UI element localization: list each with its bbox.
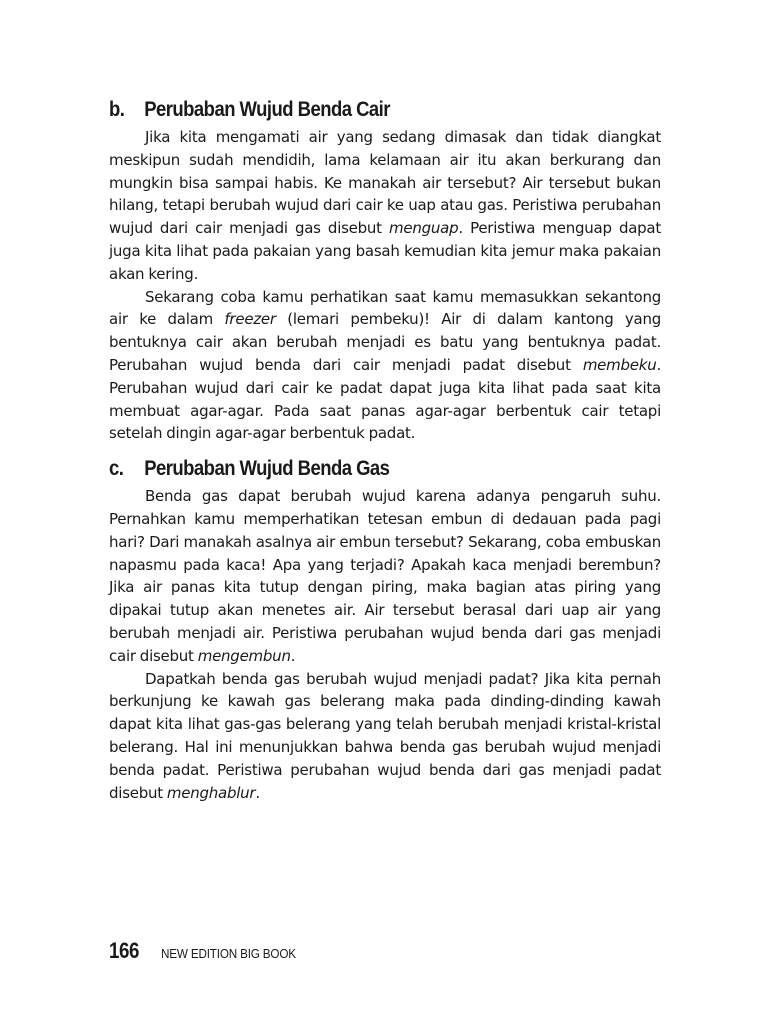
section-title: Perubaban Wujud Benda Gas	[144, 457, 390, 481]
section-letter: c.	[109, 457, 124, 481]
page-number: 166	[109, 938, 139, 963]
paragraph-text: Jika kita mengamati air yang sedang dimasak dan tidak diangkat meskipun sudah mendidih, lama kelamaan air itu akan berkurang dan mungkin bisa sampai habis. Ke manakah air tersebut? Air tersebut bukan hilang, tetapi berubah wujud dari cair ke uap atau gas. Peristiwa perubahan wujud dari cair menjadi gas disebut	[109, 128, 661, 238]
italic-term: freezer	[224, 310, 276, 329]
paragraph	[109, 485, 661, 667]
italic-term: menguap	[389, 219, 459, 238]
paragraph-text: .	[255, 783, 260, 802]
section-heading-c	[109, 455, 595, 483]
paragraph	[109, 668, 661, 805]
paragraph	[109, 286, 661, 446]
paragraph-text: Sekarang coba kamu perhatikan saat kamu memasukkan sekantong air ke dalam	[109, 287, 661, 329]
section-spacer	[109, 445, 661, 455]
italic-term: membeku	[582, 355, 657, 374]
paragraph-text: . Peristiwa menguap dapat juga kita lihat pada pakaian yang basah kemudian kita jemur maka pakaian akan kering.	[109, 219, 661, 283]
paragraph-text: Dapatkah benda gas berubah wujud menjadi padat? Jika kita pernah berkunjung ke kawah gas belerang maka pada dinding-dinding kawah dapat kita lihat gas-gas belerang yang telah berubah menjadi kristal-kristal belerang. Hal ini menunjukkan bahwa benda gas berubah wujud menjadi benda padat. Peristiwa perubahan wujud benda dari gas menjadi padat disebut	[109, 669, 661, 802]
paragraph-text: Benda gas dapat berubah wujud karena adanya pengaruh suhu. Pernahkan kamu memperhatikan tetesan embun di dedauan pada pagi hari? Dari manakah asalnya air embun tersebut? Sekarang, coba embuskan napasmu pada kaca! Apa yang terjadi? Apakah kaca menjadi berembun? Jika air panas kita tutup dengan piring, maka bagian atas piring yang dipakai tutup akan menetes air. Air tersebut berasal dari uap air yang berubah menjadi air. Peristiwa perubahan wujud benda dari gas menjadi cair disebut	[109, 487, 661, 665]
paragraph	[109, 126, 661, 286]
italic-term: mengembun	[197, 646, 291, 665]
book-title: NEW EDITION BIG BOOK	[161, 946, 296, 961]
paragraph-text: (lemari pembeku)! Air di dalam kantong yang bentuknya cair akan berubah menjadi es batu yang bentuknya padat. Perubahan wujud benda dari cair menjadi padat disebut	[109, 310, 661, 374]
section-letter: b.	[109, 98, 125, 121]
paragraph-text: . Perubahan wujud dari cair ke padat dapat juga kita lihat pada saat kita membuat agar-agar. Pada saat panas agar-agar berbentuk cair tetapi setelah dingin agar-agar berbentuk padat.	[109, 355, 661, 443]
italic-term: menghablur	[166, 783, 256, 802]
page-footer	[109, 938, 311, 964]
paragraph-text: .	[290, 646, 296, 665]
page-content	[109, 96, 661, 804]
section-heading-b	[109, 96, 595, 124]
section-title: Perubaban Wujud Benda Cair	[144, 98, 390, 121]
